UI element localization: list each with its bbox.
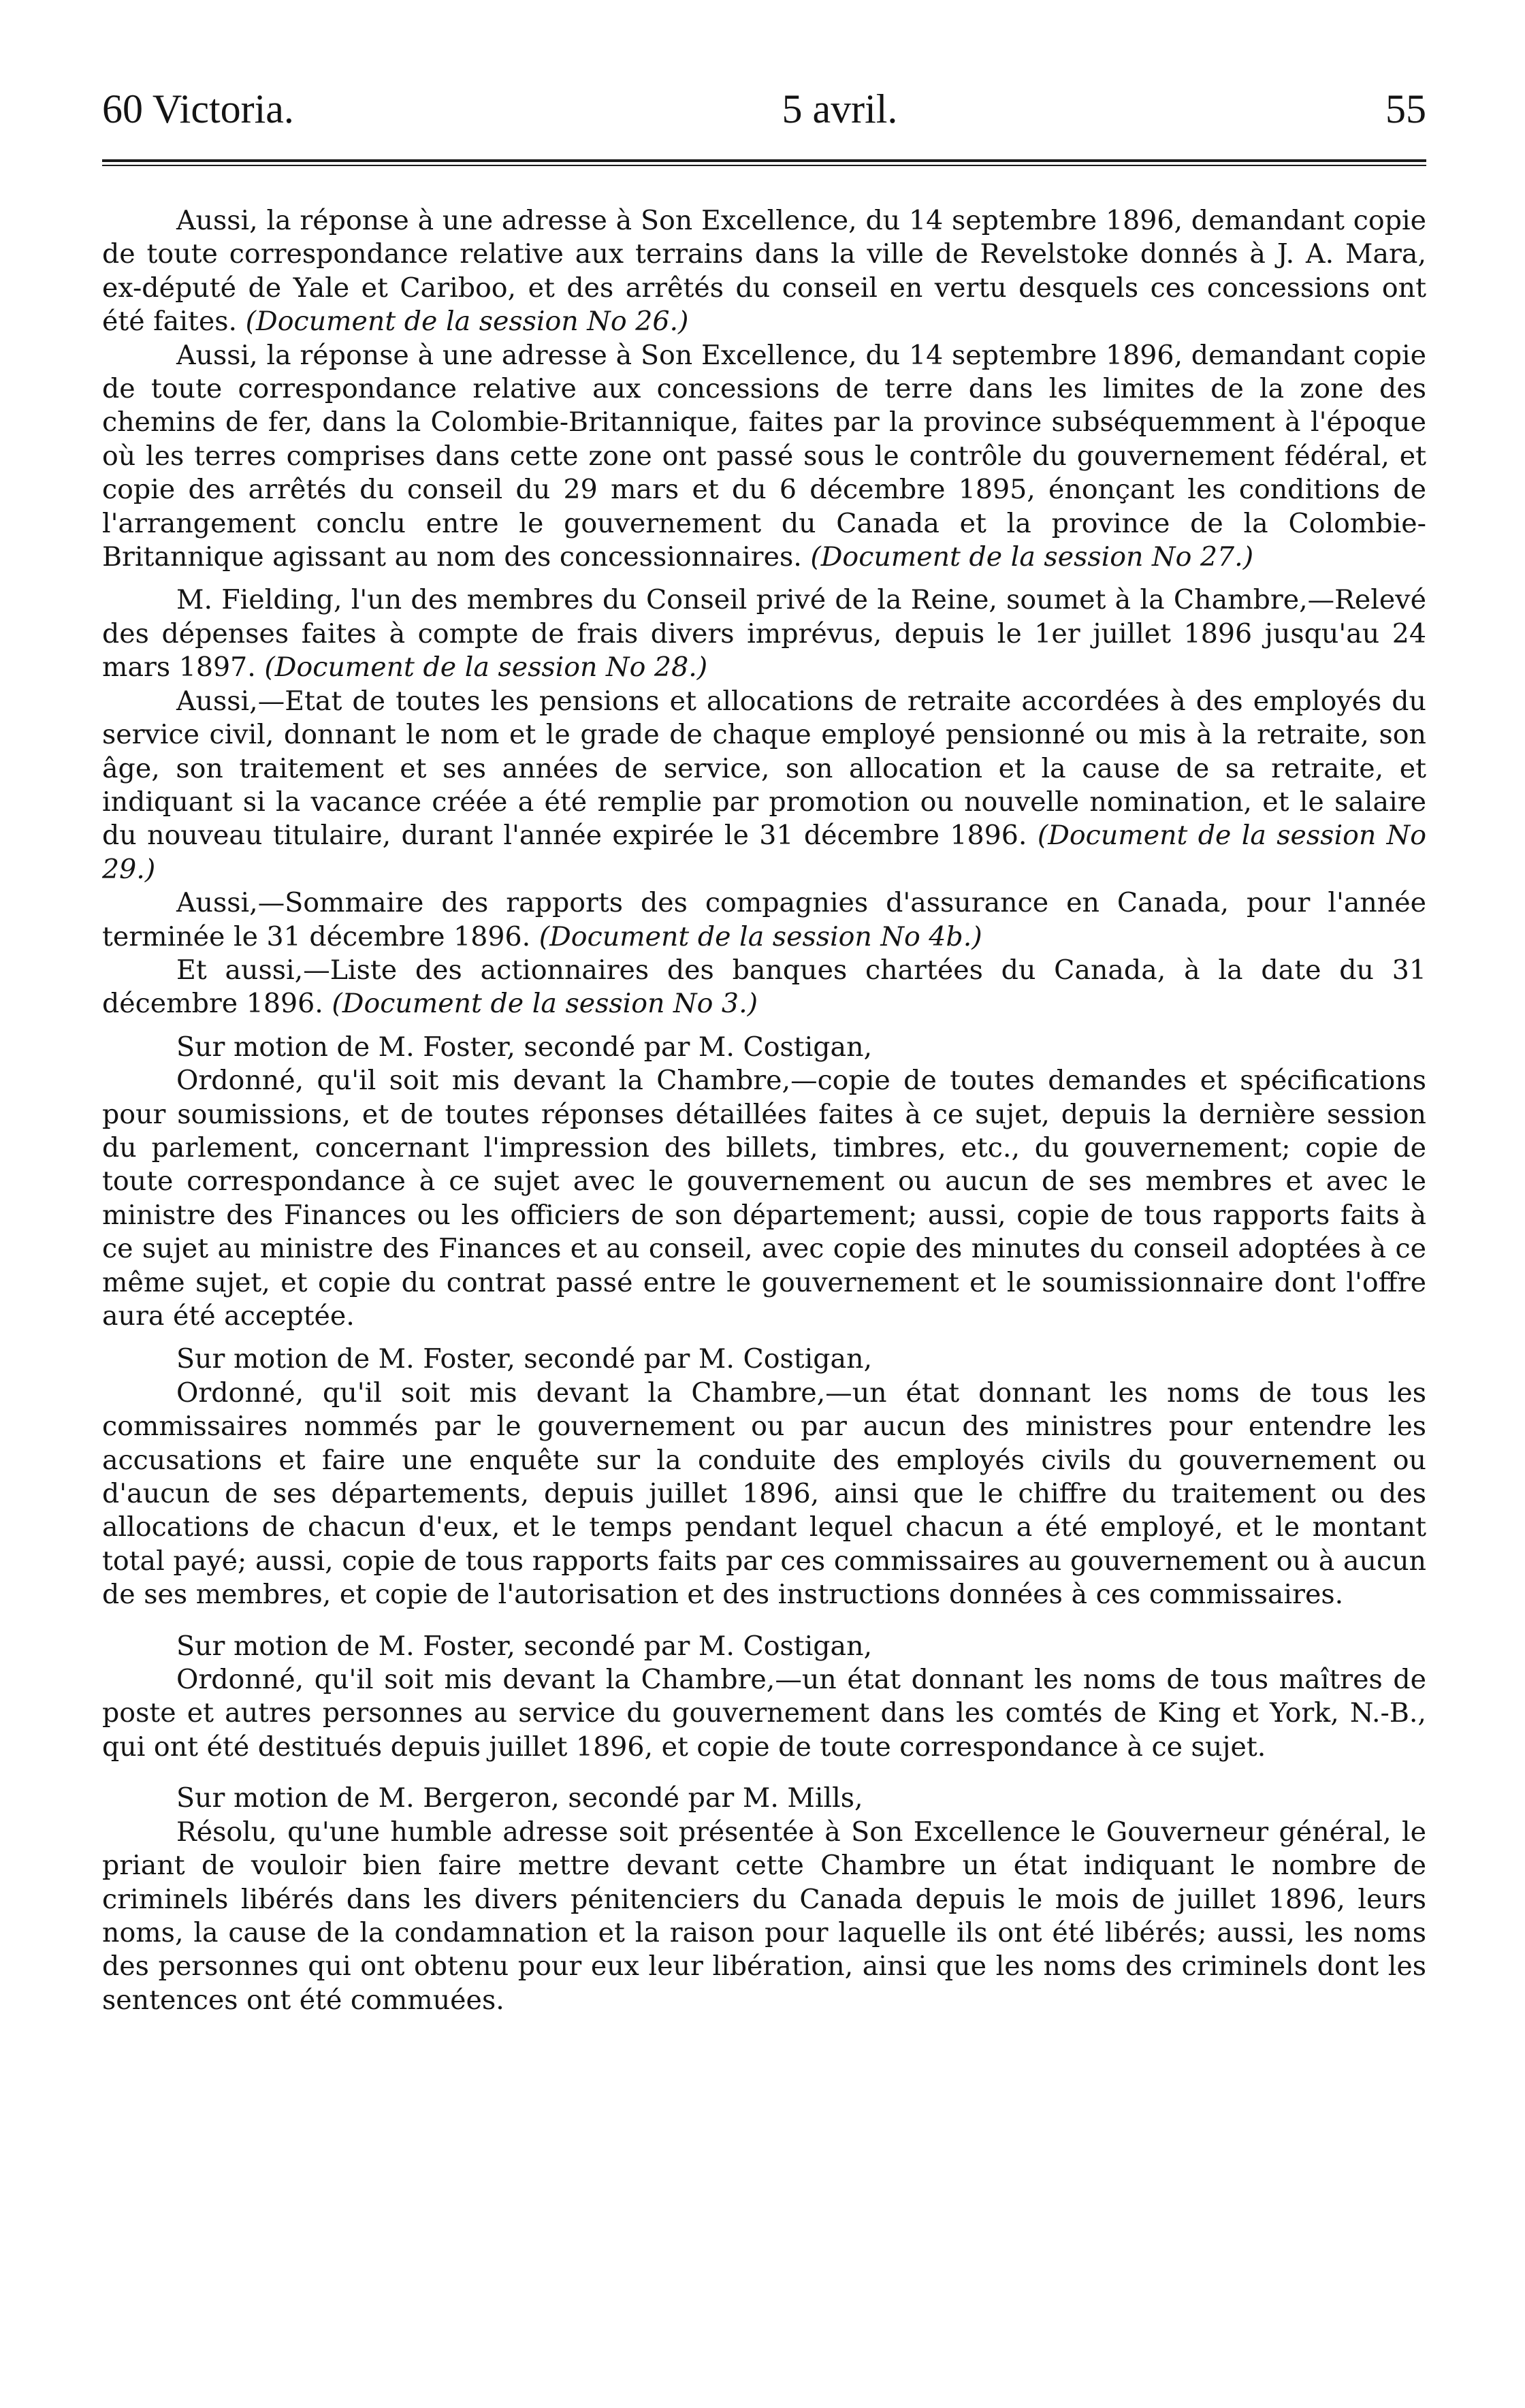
- paragraph-document-29: Aussi,—Etat de toutes les pensions et allocations de retraite accordées à des employés du service civil, donnant le nom et le grade de chaque employé pensionné ou mis à la retraite, son âge, son traitement et ses années de service, son allocation et la cause de sa retraite, et indiquant si la vacance créée a été remplie par promotion ou nouvelle nomination, et le salaire du nouveau titulaire, durant l'année expirée le 31 décembre 1896. (Document de la session No 29.): [102, 685, 1426, 885]
- resolution-paragraph: Résolu, qu'une humble adresse soit présentée à Son Excellence le Gouverneur général, le priant de vouloir bien faire mettre devant cette Chambre un état indiquant le nombre de criminels libérés dans les divers pénitenciers du Canada depuis le mois de juillet 1896, leurs noms, la cause de la condamnation et la raison pour laquelle ils ont été libérés; aussi, les noms des personnes qui ont obtenu pour eux leur libération, ainsi que les noms des criminels dont les sentences ont été commuées.: [102, 1816, 1426, 2016]
- session-document-ref: (Document de la session No 29.): [102, 820, 1426, 885]
- running-header: [102, 82, 1426, 136]
- page: [102, 82, 1426, 2017]
- order-paragraph: Ordonné, qu'il soit mis devant la Chambre,—un état donnant les noms de tous les commissaires nommés par le gouvernement ou par aucun des ministres pour entendre les accusations et faire une enquête sur la conduite des employés civils du gouvernement ou d'aucun de ses départements, depuis juillet 1896, ainsi que le chiffre du traitement ou des allocations de chacun d'eux, et le temps pendant lequel chacun a été employé, et le montant total payé; aussi, copie de tous rapports faits par ces commissaires au gouvernement ou à aucun de ses membres, et copie de l'autorisation et des instructions données à ces commissaires.: [102, 1377, 1426, 1611]
- order-paragraph: Ordonné, qu'il soit mis devant la Chambre,—un état donnant les noms de tous maîtres de poste et autres personnes au service du gouvernement dans les comtés de King et York, N.-B., qui ont été destitués depuis juillet 1896, et copie de toute correspondance à ce sujet.: [102, 1664, 1426, 1763]
- paragraph-document-3: Et aussi,—Liste des actionnaires des banques chartées du Canada, à la date du 31 décembre 1896. (Document de la session No 3.): [102, 954, 1426, 1020]
- paragraph-document-26: Aussi, la réponse à une adresse à Son Excellence, du 14 septembre 1896, demandant copie de toute correspondance relative aux terrains dans la ville de Revelstoke donnés à J. A. Mara, ex-député de Yale et Cariboo, et des arrêtés du conseil en vertu desquels ces concessions ont été faites. (Document de la session No 26.): [102, 205, 1426, 338]
- motion-line: Sur motion de M. Foster, secondé par M. Costigan,: [176, 1630, 873, 1662]
- header-regnal-year: 60 Victoria.: [102, 86, 294, 131]
- header-date: 5 avril.: [782, 86, 898, 131]
- paragraph-document-27: Aussi, la réponse à une adresse à Son Excellence, du 14 septembre 1896, demandant copie de toute correspondance relative aux concessions de terre dans les limites de la zone des chemins de fer, dans la Colombie-Britannique, faites par la province subséquemment à l'époque où les terres comprises dans cette zone ont passé sous le contrôle du gouvernement fédéral, et copie des arrêtés du conseil du 29 mars et du 6 décembre 1895, énonçant les conditions de l'arrangement conclu entre le gouvernement du Canada et la province de la Colombie-Britannique agissant au nom des concessionnaires. (Document de la session No 27.): [102, 339, 1426, 573]
- session-document-ref: (Document de la session No 28.): [264, 652, 708, 684]
- motion-line: Sur motion de M. Bergeron, secondé par M. Mills,: [176, 1782, 863, 1814]
- paragraph-document-4b: Aussi,—Sommaire des rapports des compagnies d'assurance en Canada, pour l'année terminée le 31 décembre 1896. (Document de la session No 4b.): [102, 887, 1426, 952]
- session-document-ref: (Document de la session No 26.): [245, 306, 689, 338]
- order-paragraph: Ordonné, qu'il soit mis devant la Chambre,—copie de toutes demandes et spécifications pour soumissions, et de toutes réponses détaillées faites à ce sujet, depuis la dernière session du parlement, concernant l'impression des billets, timbres, etc., du gouvernement; copie de toute correspondance à ce sujet avec le gouvernement ou aucun de ses membres et avec le ministre des Finances ou les officiers de son département; aussi, copie de tous rapports faits à ce sujet au ministre des Finances et au conseil, avec copie des minutes du conseil adoptées à ce même sujet, et copie du contrat passé entre le gouvernement et le soumissionnaire dont l'offre aura été acceptée.: [102, 1065, 1426, 1332]
- motion-line: Sur motion de M. Foster, secondé par M. Costigan,: [176, 1031, 873, 1063]
- page-number: 55: [1385, 86, 1426, 131]
- session-document-ref: (Document de la session No 27.): [810, 541, 1254, 573]
- session-document-ref: (Document de la session No 4b.): [539, 920, 982, 952]
- paragraph-document-28: M. Fielding, l'un des membres du Conseil privé de la Reine, soumet à la Chambre,—Relevé des dépenses faites à compte de frais divers imprévus, depuis le 1er juillet 1896 jusqu'au 24 mars 1897. (Document de la session No 28.): [102, 584, 1426, 684]
- header-rule: [102, 159, 1426, 166]
- session-document-ref: (Document de la session No 3.): [332, 988, 758, 1020]
- motion-line: Sur motion de M. Foster, secondé par M. Costigan,: [176, 1343, 873, 1375]
